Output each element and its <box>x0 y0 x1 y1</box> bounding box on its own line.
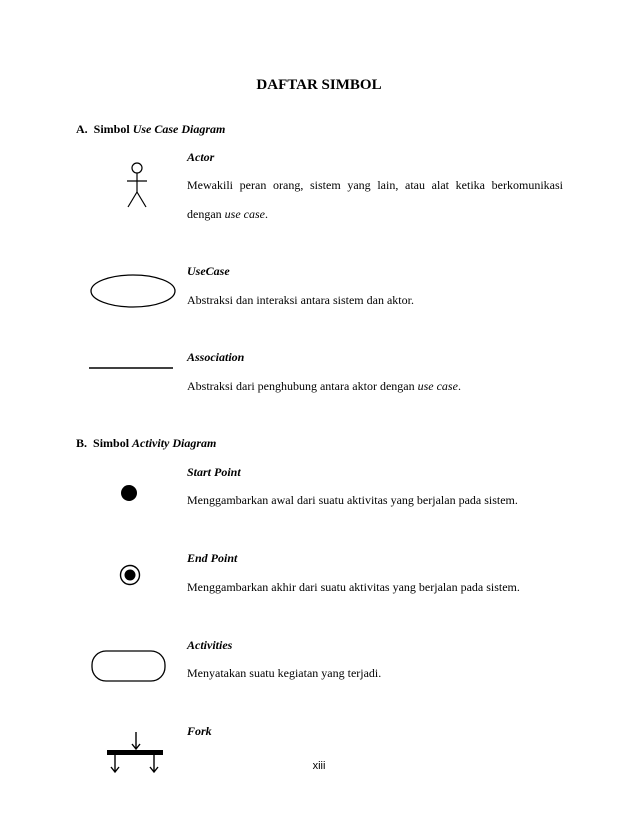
page-title: DAFTAR SIMBOL <box>256 77 382 93</box>
section-a-prefix: A. <box>76 122 88 136</box>
actor-description-line2 <box>187 207 268 222</box>
activities-description: Menyatakan suatu kegiatan yang terjadi. <box>187 666 382 680</box>
section-b-prefix: B. <box>76 436 88 450</box>
section-b-label: Simbol <box>93 436 130 450</box>
end-point-bullseye-icon <box>119 564 141 586</box>
actor-stick-figure-icon <box>125 162 149 210</box>
usecase-name: UseCase <box>187 264 230 278</box>
actor-desc-prefix: dengan <box>187 207 225 221</box>
end-point-description: Menggambarkan akhir dari suatu aktivitas yang berjalan pada sistem. <box>187 580 520 594</box>
section-b-heading <box>76 436 216 451</box>
section-a-heading <box>76 122 225 137</box>
start-point-description: Menggambarkan awal dari suatu aktivitas yang berjalan pada sistem. <box>187 493 518 507</box>
association-description <box>187 379 461 394</box>
fork-name: Fork <box>187 724 212 738</box>
association-desc-prefix: Abstraksi dari penghubung antara aktor dengan <box>187 379 418 393</box>
section-a-label-italic: Use Case Diagram <box>132 122 226 136</box>
actor-desc-italic: use case <box>224 207 265 221</box>
actor-name: Actor <box>187 150 215 164</box>
association-desc-suffix: . <box>457 379 461 393</box>
usecase-description: Abstraksi dan interaksi antara sistem dan aktor. <box>187 293 414 307</box>
page-number: xiii <box>312 760 326 772</box>
association-name: Association <box>187 350 245 364</box>
start-point-name: Start Point <box>187 465 241 479</box>
activity-rounded-rectangle-icon <box>91 650 166 682</box>
actor-desc-suffix: . <box>264 207 268 221</box>
end-point-name: End Point <box>187 551 238 565</box>
actor-description-line1: Mewakili peran orang, sistem yang lain, atau alat ketika berkomunikasi <box>187 178 563 192</box>
section-a-label: Simbol <box>93 122 130 136</box>
start-point-filled-circle-icon <box>120 484 138 502</box>
association-desc-italic: use case <box>417 379 458 393</box>
association-line-icon <box>89 366 173 370</box>
activities-name: Activities <box>187 638 233 652</box>
section-b-label-italic: Activity Diagram <box>132 436 217 450</box>
use-case-ellipse-icon <box>89 273 177 309</box>
